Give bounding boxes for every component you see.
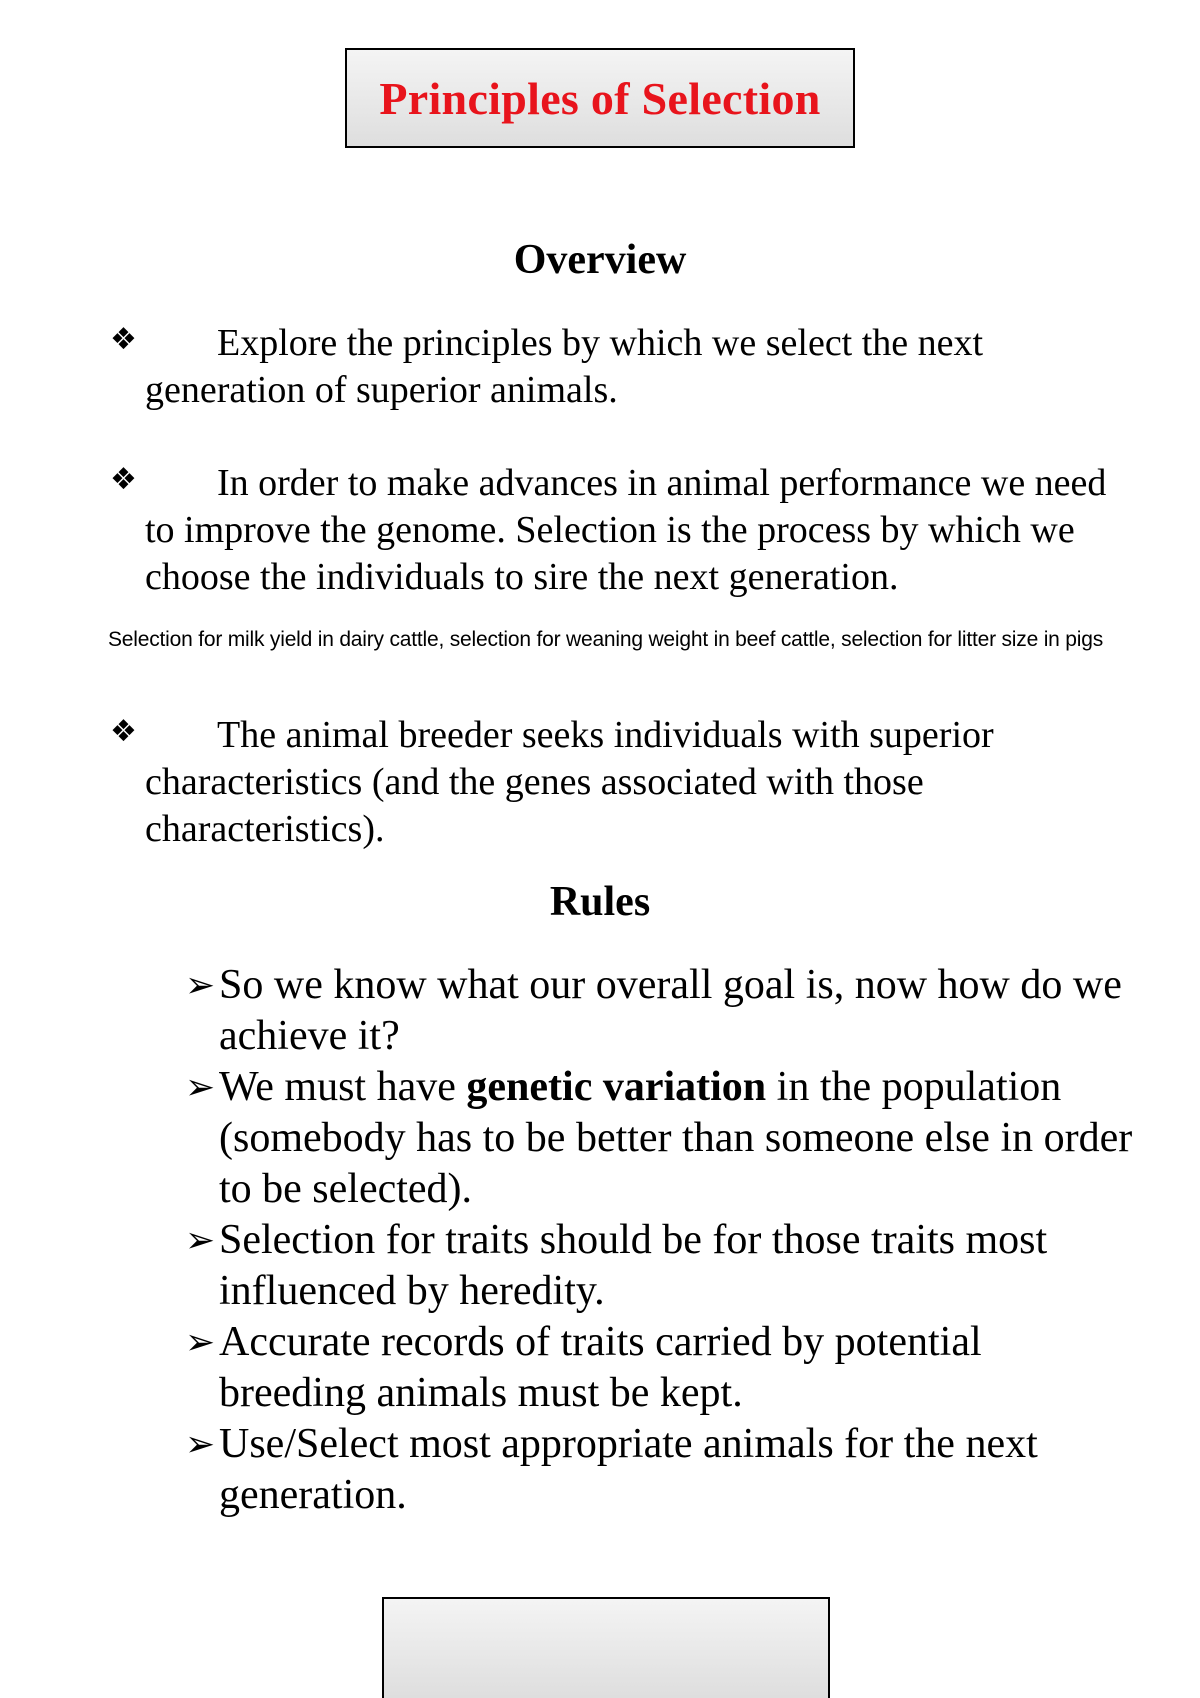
rule-text-pre: We must have	[219, 1064, 467, 1110]
overview-bullet	[110, 320, 1120, 414]
rules-list	[185, 960, 1135, 1521]
arrow-bullet-icon: ➢	[185, 965, 216, 1006]
rule-emphasis: genetic variation	[466, 1064, 767, 1110]
arrow-bullet-icon: ➢	[185, 1424, 216, 1465]
overview-bullet	[110, 460, 1120, 601]
rule-item	[185, 1062, 1135, 1215]
rule-item	[185, 1215, 1135, 1317]
arrow-bullet-icon: ➢	[185, 1067, 216, 1108]
arrow-bullet-icon: ➢	[185, 1322, 216, 1363]
overview-heading: Overview	[513, 237, 687, 283]
overview-bullet	[110, 712, 1120, 853]
overview-bullet-text: Explore the principles by which we select the next generation of superior animals.	[145, 322, 984, 411]
rule-item	[185, 1317, 1135, 1419]
four-diamond-icon: ❖	[110, 462, 137, 497]
rule-item	[185, 1419, 1135, 1521]
four-diamond-icon: ❖	[110, 322, 137, 357]
rule-text-post: in the population (somebody has to be better than someone else in order to be selected).	[219, 1064, 1133, 1212]
rules-heading: Rules	[549, 879, 651, 925]
bottom-box	[382, 1597, 830, 1698]
rule-item	[185, 960, 1135, 1062]
overview-bullet-text: The animal breeder seeks individuals with superior characteristics (and the genes associated with those characteristics).	[145, 714, 994, 850]
rule-text: Use/Select most appropriate animals for the next generation.	[219, 1421, 1038, 1518]
examples-note: Selection for milk yield in dairy cattle, selection for weaning weight in beef cattle, selection for litter size in pigs	[108, 628, 1103, 651]
arrow-bullet-icon: ➢	[185, 1220, 216, 1261]
four-diamond-icon: ❖	[110, 714, 137, 749]
title-box	[345, 48, 855, 148]
rule-text: Accurate records of traits carried by potential breeding animals must be kept.	[219, 1319, 982, 1416]
page-title: Principles of Selection	[379, 72, 821, 124]
rule-text: Selection for traits should be for those traits most influenced by heredity.	[219, 1217, 1048, 1314]
overview-bullet-text: In order to make advances in animal performance we need to improve the genome. Selection is the process by which we choose the individuals to sire the next generation.	[145, 462, 1107, 598]
rule-text: So we know what our overall goal is, now how do we achieve it?	[219, 962, 1122, 1059]
